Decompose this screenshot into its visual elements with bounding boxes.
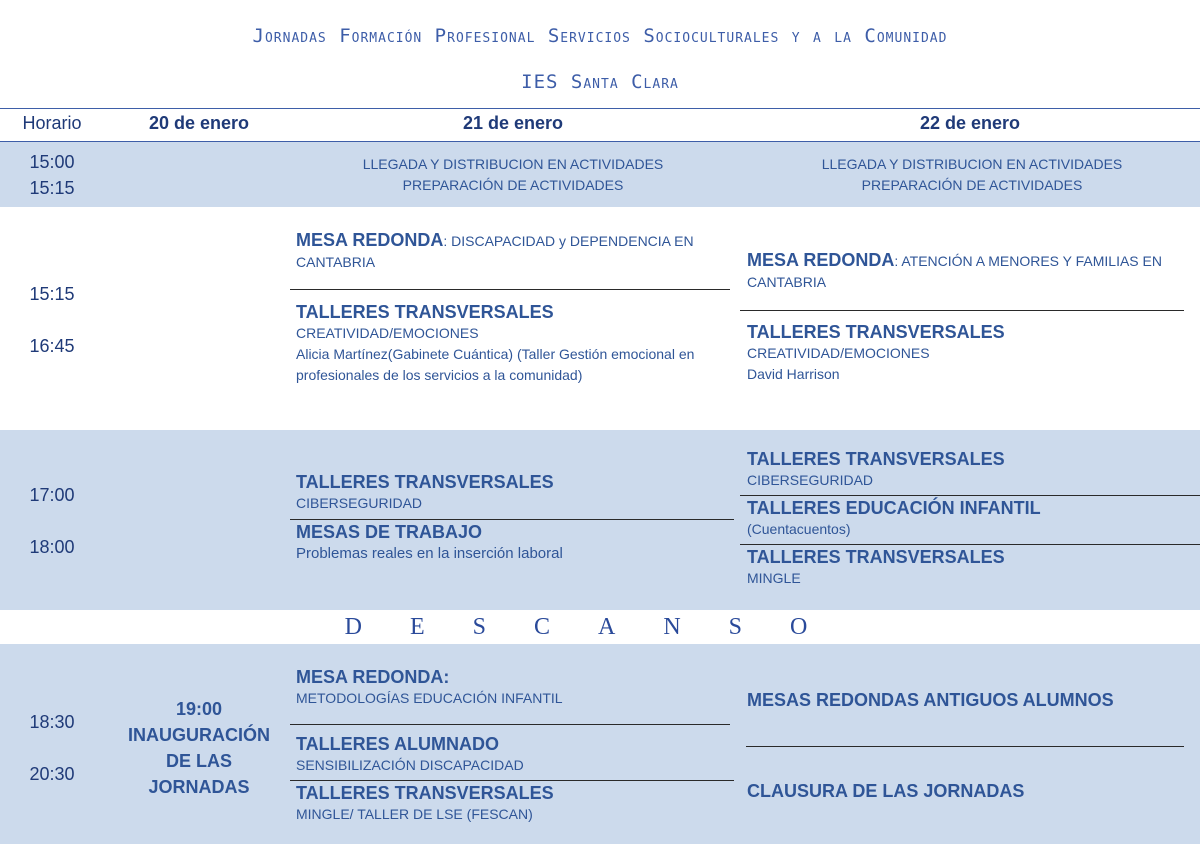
divider	[290, 289, 730, 290]
break-banner: DESCANSO	[344, 614, 856, 640]
workshop-title: TALLERES TRANSVERSALES	[747, 547, 1005, 567]
workshop-topic: CREATIVIDAD/EMOCIONES	[296, 325, 479, 341]
workshop-detail: Alicia Martínez(Gabinete Cuántica) (Taller Gestión emocional en profesionales de los servicios a la comunidad)	[296, 346, 695, 383]
arrival-text: LLEGADA Y DISTRIBUCION EN ACTIVIDADES	[362, 156, 664, 172]
worktables-title: MESAS DE TRABAJO	[296, 522, 483, 542]
row3-time-end: 18:00	[29, 537, 75, 557]
row3-day2-workshop	[296, 472, 726, 514]
divider	[740, 544, 1200, 545]
divider	[746, 746, 1184, 747]
row3-day3-workshop-3	[747, 547, 1187, 589]
closing-title: CLAUSURA DE LAS JORNADAS	[747, 781, 1025, 801]
row2-time-end: 16:45	[29, 336, 75, 356]
opening-line: DE LAS	[165, 751, 232, 771]
alumni-roundtables-title: MESAS REDONDAS ANTIGUOS ALUMNOS	[747, 690, 1114, 710]
divider	[290, 724, 730, 725]
time-start: 15:00	[29, 152, 75, 172]
divider	[290, 519, 734, 520]
preparation-text: PREPARACIÓN DE ACTIVIDADES	[402, 177, 624, 193]
header-top-rule	[0, 108, 1200, 109]
row2-day2-roundtable	[296, 230, 726, 273]
workshop-title: TALLERES TRANSVERSALES	[747, 322, 1005, 342]
row2-day3-roundtable	[747, 250, 1187, 293]
workshop-speaker: David Harrison	[747, 366, 840, 382]
roundtable-topic: : DISCAPACIDAD y DEPENDENCIA EN CANTABRIA	[296, 233, 694, 270]
row4-day3-closing	[747, 781, 1187, 802]
opening-ceremony	[108, 696, 290, 800]
row1-time	[0, 149, 104, 201]
opening-time: 19:00	[175, 699, 223, 719]
divider	[740, 495, 1200, 496]
workshop-topic: CIBERSEGURIDAD	[747, 472, 874, 488]
arrival-text: LLEGADA Y DISTRIBUCION EN ACTIVIDADES	[821, 156, 1123, 172]
row3-day3-workshop-2	[747, 498, 1187, 540]
page-subtitle: IES Santa Clara	[521, 71, 679, 93]
row3-day2-worktables	[296, 522, 726, 564]
row2-day3-workshop	[747, 322, 1187, 385]
preparation-text: PREPARACIÓN DE ACTIVIDADES	[861, 177, 1083, 193]
divider	[740, 310, 1184, 311]
row3-time-start: 17:00	[29, 485, 75, 505]
opening-line: INAUGURACIÓN	[128, 725, 270, 745]
workshop-title: TALLERES TRANSVERSALES	[296, 783, 554, 803]
workshop-title: TALLERES EDUCACIÓN INFANTIL	[747, 498, 1041, 518]
divider	[290, 780, 734, 781]
col-header-horario: Horario	[22, 113, 82, 133]
workshop-title: TALLERES TRANSVERSALES	[296, 472, 554, 492]
roundtable-topic: : ATENCIÓN A MENORES Y FAMILIAS EN CANTABRIA	[747, 253, 1162, 290]
col-header-day3: 22 de enero	[919, 113, 1021, 133]
time-end: 15:15	[29, 178, 75, 198]
row4-time-start: 18:30	[29, 712, 75, 732]
workshop-topic: (Cuentacuentos)	[747, 521, 851, 537]
worktables-topic: Problemas reales en la inserción laboral	[296, 545, 563, 562]
roundtable-title: MESA REDONDA	[296, 230, 444, 250]
row4-day3-alumni	[747, 690, 1187, 711]
workshop-title: TALLERES ALUMNADO	[296, 734, 499, 754]
row1-day2-cell	[290, 154, 736, 196]
row4-day2-roundtable	[296, 667, 726, 709]
row4-day2-workshop	[296, 783, 726, 825]
roundtable-topic: METODOLOGÍAS EDUCACIÓN INFANTIL	[296, 690, 563, 706]
workshop-topic: CREATIVIDAD/EMOCIONES	[747, 345, 930, 361]
roundtable-title: MESA REDONDA:	[296, 667, 450, 687]
workshop-topic: MINGLE/ TALLER DE LSE (FESCAN)	[296, 806, 533, 822]
row4-day2-student-workshop	[296, 734, 726, 776]
row2-time-start: 15:15	[29, 284, 75, 304]
workshop-topic: SENSIBILIZACIÓN DISCAPACIDAD	[296, 757, 524, 773]
workshop-title: TALLERES TRANSVERSALES	[747, 449, 1005, 469]
col-header-day2: 21 de enero	[462, 113, 564, 133]
workshop-topic: MINGLE	[747, 570, 801, 586]
roundtable-title: MESA REDONDA	[747, 250, 895, 270]
workshop-title: TALLERES TRANSVERSALES	[296, 302, 554, 322]
row3-day3-workshop-1	[747, 449, 1187, 491]
page-title: Jornadas Formación Profesional Servicios Socioculturales y a la Comunidad	[252, 25, 948, 47]
row4-time-end: 20:30	[29, 764, 75, 784]
opening-line: JORNADAS	[148, 777, 250, 797]
row2-day2-workshop	[296, 302, 726, 386]
col-header-day1: 20 de enero	[148, 113, 250, 133]
workshop-topic: CIBERSEGURIDAD	[296, 495, 423, 511]
row1-day3-cell	[740, 154, 1200, 196]
